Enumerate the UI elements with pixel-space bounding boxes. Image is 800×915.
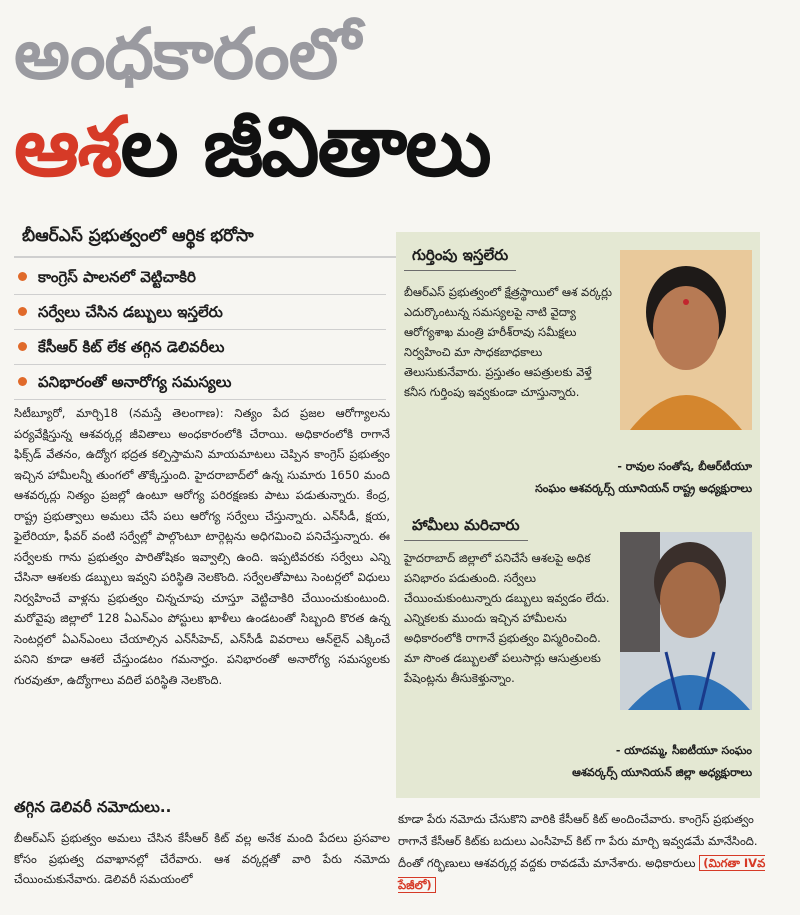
signature-role: ఆశవర్కర్స్ యూనియన్ జిల్లా అధ్యక్షురాలు	[572, 766, 752, 779]
bullet-dot-icon	[18, 272, 27, 281]
sidebar-section-2-body: హైదరాబాద్ జిల్లాలో పనిచేసే ఆశలపై అధిక పనిభారం పడుతుంది. సర్వేలు చేయించుకుంటున్నారు డబ్బులు ఇవ్వడం లేదు. ఎన్నికలకు ముందు ఇచ్చిన హామీలను అధికారంలోకి రాగానే ప్రభుత్వం విస్మరించింది. మా సొంత డబ్బులతో పలుసార్లు ఆసుత్రులకు పేషెంట్లను తీసుకెళ్తున్నాం.	[404, 551, 610, 685]
bullet-item	[14, 365, 386, 400]
bullet-text: పనిభారంతో అనారోగ్య సమస్యలు	[38, 373, 232, 391]
bullet-text: కాంగ్రెస్ పాలనలో వెట్టిచాకిరి	[38, 268, 196, 286]
portrait-2-icon	[620, 532, 752, 710]
article-body-main: సిటీబ్యూరో, మార్చి18 (నమస్తే తెలంగాణ): నిత్యం పేద ప్రజల ఆరోగ్యాలను పర్యవేక్షిస్తున్న ఆశవర్కర్ల జీవితాలు అంధకారంలోకి చేరాయి. అధికారంలోకి రాగానే ఫిక్స్‌డ్ వేతనం, ఉద్యోగ భద్రత కల్పిస్తామని మాయమాటలు చెప్పిన కాంగ్రెస్ ప్రభుత్వం ఇచ్చిన హామీలన్నీ తుంగలో తొక్కేస్తుంది. హైదరాబాద్‌లో ఉన్న సుమారు 1650 మంది ఆశవర్కర్లు నిత్యం ప్రజల్లో ఉంటూ ఆరోగ్య పరిరక్షణకు పాటు పడుతున్నారు. కేంద్ర, రాష్ట్ర ప్రభుత్వాలు అమలు చేసే పలు ఆరోగ్య సర్వేలు చేస్తున్నారు. ఎన్‌సీడీ, క్షయ, ఫైలేరియా, ఫీవర్ వంటి సర్వేల్లో పాల్గొంటూ టార్గెట్లను అధిగమించి పనిచేస్తున్నారు. ఈ సర్వేలకు గాను ప్రభుత్వం పారితోషికం ఇవ్వాల్సి ఉంది. ఇప్పటివరకు సర్వేలు ఎన్ని చేసినా ఆశలకు డబ్బులు ఇవ్వని పరిస్థితి నెలకొంది. సర్వేలతోపాటు సెంటర్లలో విధులు నిర్వహించే వాళ్లను ప్రభుత్వం చిన్నచూపు చూస్తూ వెట్టిచాకిరి చేయించుకుంటుంది. మరోవైపు జిల్లాలో 128 ఏఎన్ఎం పోస్టులు ఖాళీలు ఉండటంతో సిబ్బంది కొరత ఉన్న సెంటర్లలో ఏఎన్ఎంలు చేయాల్సిన ఎన్‌సీహెచ్, ఎన్‌సీడీ వివరాలు ఆన్‌లైన్ ఎక్కించే పనిని కూడా ఆశలే చేస్తుండటం గమనార్హం. పనిభారంతో అనారోగ్య సమస్యలకు గురవుతూ, ఉద్యోగాలు వదిలే పరిస్థితి నెలకొంది.	[14, 406, 390, 687]
sidebar-section-1-title: గుర్తింపు ఇస్తలేరు	[404, 244, 516, 271]
bullet-item	[14, 260, 386, 295]
headline-line-2	[14, 92, 794, 204]
bullet-item	[14, 295, 386, 330]
signature-role: సంఘం ఆశవర్కర్స్ యూనియన్ రాష్ట్ర అధ్యక్షురాలు	[535, 482, 752, 495]
article-body-right-text: కూడా పేరు నమోదు చేసుకొని వారికి కేసీఆర్ కిట్ అందించేవారు. కాంగ్రెస్ ప్రభుత్వం రాగానే కేసీఆర్ కిట్‌కు బదులు ఎంసీహెచ్ కిట్ గా పేరు మార్చి ఇవ్వడమే మానేసింది. దీంతో గర్భిణులు ఆశవర్కర్ల వద్దకు రావడమే మానేశారు. అధికారులు	[398, 812, 758, 870]
portrait-photo-2	[620, 532, 752, 710]
section-title-deliveries: తగ్గిన డెలివరీ నమోదులు..	[14, 798, 172, 816]
summary-bullets	[14, 260, 386, 400]
sidebar-signature-1	[404, 456, 752, 500]
article-body-deliveries: బీఆర్ఎస్ ప్రభుత్వం అమలు చేసిన కేసీఆర్ కిట్ వల్ల అనేక మంది పేదలు ప్రసవాల కోసం ప్రభుత్వ దవాఖానల్లో చేరేవారు. ఆశ వర్కర్లతో వారి పేరు నమోదు చేయించుకునేవారు. డెలివరీ సమయంలో	[14, 831, 390, 886]
bullet-item	[14, 330, 386, 365]
bullet-dot-icon	[18, 307, 27, 316]
headline-line-1: అంధకారంలో	[14, 13, 360, 95]
bullet-text: కేసీఆర్ కిట్ లేక తగ్గిన డెలివరీలు	[38, 338, 225, 356]
sidebar-section-1-body: బీఆర్ఎస్ ప్రభుత్వంలో క్షేత్రస్థాయిలో ఆశ వర్కర్లు ఎదుర్కొంటున్న సమస్యలపై నాటి వైద్యా ఆరోగ్యశాఖ మంత్రి హరీశ్‌రావు సమీక్షలు నిర్వహించి మా సాధకబాధకాలు తెలుసుకునేవారు. ప్రస్తుతం ఆపత్రులకు వెళ్తే కనీస గుర్తింపు ఇవ్వకుండా చూస్తున్నారు.	[404, 285, 612, 399]
headline-accent-word: ఆశ	[14, 100, 121, 195]
signature-name: - రావుల సంతోష, బీఆర్‌టీయూ	[617, 460, 752, 473]
portrait-photo-1	[620, 250, 752, 430]
bullet-text: సర్వేలు చేసిన డబ్బులు ఇస్తలేరు	[38, 303, 223, 321]
headline-rest: ల జీవితాలు	[120, 100, 490, 195]
sidebar-section-2-title: హామీలు మరిచారు	[404, 514, 528, 541]
continued-marker: (మిగతా IVవ పేజీలో)	[398, 856, 766, 892]
summary-title: బీఆర్ఎస్ ప్రభుత్వంలో ఆర్థిక భరోసా	[14, 220, 400, 258]
article-body-right-bottom	[398, 808, 770, 896]
portrait-1-icon	[620, 250, 752, 430]
bullet-dot-icon	[18, 377, 27, 386]
signature-name: - యాదమ్మ, సీఐటీయూ సంఘం	[615, 744, 752, 757]
bullet-dot-icon	[18, 342, 27, 351]
sidebar-signature-2	[404, 740, 752, 784]
